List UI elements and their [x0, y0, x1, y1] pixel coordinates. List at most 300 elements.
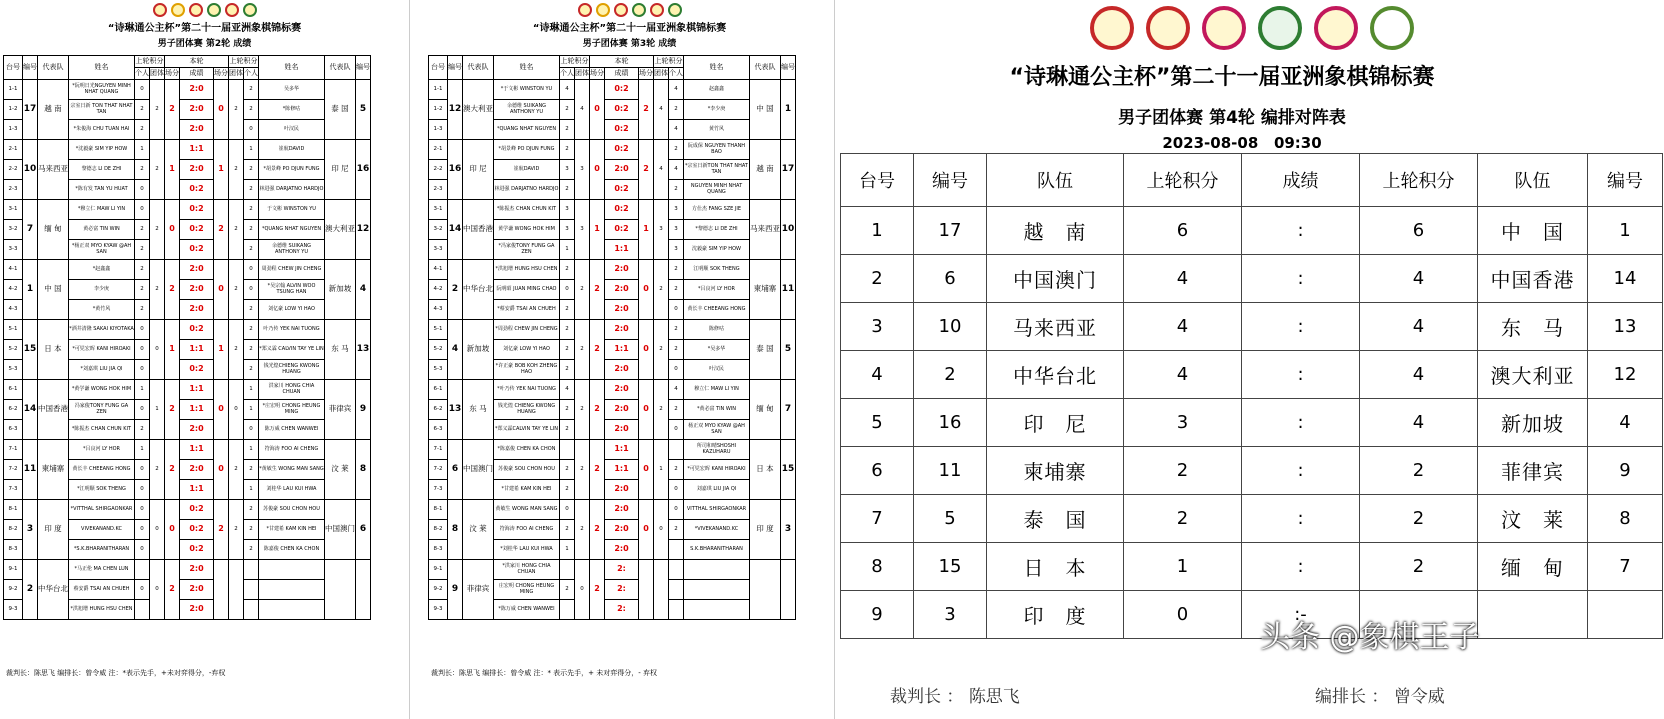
- table-cell: *酒井清隆 SAKAI KIYOTAKA: [69, 320, 135, 340]
- table-cell: 7-1: [4, 440, 23, 460]
- table-cell: [244, 600, 259, 620]
- table-cell: 2: [165, 380, 180, 440]
- round2-subtitle: 男子团体赛 第2轮 成绩: [157, 39, 252, 49]
- column-header: 代表队: [463, 56, 494, 80]
- logo-icon: [578, 3, 592, 17]
- table-cell: 中华台北: [38, 560, 69, 620]
- table-cell: 2: [560, 340, 575, 360]
- table-cell: 7-2: [4, 460, 23, 480]
- table-cell: 6-3: [429, 420, 448, 440]
- table-cell: 黄敏生 WONG MAN SANG: [494, 500, 560, 520]
- table-cell: *陈有发 TAN YU HUAT: [69, 180, 135, 200]
- table-cell: 0:2: [180, 220, 214, 240]
- table-cell: [654, 560, 669, 620]
- column-header: 代表队: [38, 56, 69, 80]
- logo-icon: [596, 3, 610, 17]
- table-cell: 0: [639, 380, 654, 440]
- table-cell: 2: [560, 100, 575, 120]
- table-cell: [244, 580, 259, 600]
- table-cell: 2: [244, 520, 259, 540]
- table-row: [4, 380, 371, 400]
- table-cell: 2: [560, 140, 575, 160]
- table-cell: 1-1: [429, 80, 448, 100]
- column-header: 编号: [1588, 154, 1663, 207]
- table-cell: 2:0: [180, 280, 214, 300]
- table-cell: *黄必富 TIN WIN: [684, 400, 750, 420]
- table-cell: *朱俊海 CHU TUAN HAI: [69, 120, 135, 140]
- table-cell: 8: [841, 543, 914, 591]
- table-cell: 0: [135, 360, 150, 380]
- table-cell: [325, 560, 356, 620]
- table-cell: 2: [654, 380, 669, 440]
- table-cell: *陈振杰 CHAN CHUN KIT: [494, 200, 560, 220]
- table-cell: 9-1: [4, 560, 23, 580]
- table-cell: *黄敏生 WONG MAN SANG: [259, 460, 325, 480]
- table-cell: :: [1242, 255, 1360, 303]
- table-cell: 2: [639, 140, 654, 200]
- table-cell: [560, 600, 575, 620]
- table-cell: 0: [135, 320, 150, 340]
- round3-table: [428, 55, 796, 620]
- logo-icon: [207, 3, 221, 17]
- table-cell: 2: [669, 520, 684, 540]
- table-cell: 柬埔寨: [750, 260, 781, 320]
- column-subheader: 个人: [560, 68, 575, 80]
- table-cell: 印 尼: [463, 140, 494, 200]
- table-cell: *庄宏明 CHONG HEUNG MING: [259, 400, 325, 420]
- table-cell: 2:0: [180, 120, 214, 140]
- team-cell: 柬埔寨: [987, 447, 1124, 495]
- table-cell: *可児宏晖 KANI HIROAKI: [69, 340, 135, 360]
- table-cell: 2: [244, 220, 259, 240]
- table-cell: 陈万威 CHEN WANWEI: [259, 420, 325, 440]
- table-cell: 刘亿豪 LOW YI HAO: [494, 340, 560, 360]
- column-header: 编号: [781, 56, 796, 80]
- table-cell: 2:0: [180, 580, 214, 600]
- table-cell: 2: [244, 160, 259, 180]
- column-header: 台号: [429, 56, 448, 80]
- table-cell: 2: [560, 360, 575, 380]
- table-cell: 14: [23, 380, 38, 440]
- table-cell: *黄学谦 WONG HOK HIM: [69, 380, 135, 400]
- table-cell: 2: [244, 340, 259, 360]
- round2-footer: 裁判长：陈思飞 编排长：曾令威 注：*表示先手，+未对弈得分，-弃权: [6, 669, 226, 677]
- table-cell: 0: [669, 500, 684, 520]
- logo-icon: [171, 3, 185, 17]
- table-cell: 刘桂华 LAU KUI HWA: [259, 480, 325, 500]
- table-cell: 5-3: [4, 360, 23, 380]
- table-cell: 泰 国: [750, 320, 781, 380]
- table-cell: [135, 560, 150, 580]
- table-cell: 5: [914, 495, 987, 543]
- table-cell: 2: [669, 400, 684, 420]
- table-cell: 符海涛 FOO AI CHENG: [494, 520, 560, 540]
- table-cell: *杨正双 MYO KYAW @AH SAN: [69, 240, 135, 260]
- table-cell: 吴多华: [259, 80, 325, 100]
- table-cell: 0: [135, 400, 150, 420]
- table-cell: 4: [1360, 303, 1478, 351]
- round2-table: [3, 55, 371, 620]
- table-cell: 2: [135, 220, 150, 240]
- table-cell: *黄竹风: [69, 300, 135, 320]
- table-cell: 6: [356, 500, 371, 560]
- table-cell: 6: [448, 440, 463, 500]
- table-cell: 苏俊豪 SOU CHON HOU: [259, 500, 325, 520]
- column-header: 台号: [841, 154, 914, 207]
- column-header: 本轮: [165, 56, 229, 68]
- team-cell: 新加坡: [1478, 399, 1588, 447]
- table-cell: 15: [781, 440, 796, 500]
- table-cell: 3: [841, 303, 914, 351]
- table-cell: 4: [560, 80, 575, 100]
- pairing-row: [841, 543, 1663, 591]
- round4-referee: [890, 682, 1020, 707]
- referee-label: 裁判长 ：: [890, 687, 964, 707]
- table-cell: 2:0: [605, 420, 639, 440]
- table-cell: 2: [165, 260, 180, 320]
- table-cell: 冯家俊TONY FUNG GA ZEN: [69, 400, 135, 420]
- column-header: 成绩: [1242, 154, 1360, 207]
- team-cell: 中国澳门: [987, 255, 1124, 303]
- table-cell: 2: [229, 260, 244, 320]
- table-cell: 2:0: [180, 420, 214, 440]
- table-cell: 0:2: [180, 240, 214, 260]
- column-header: 编号: [914, 154, 987, 207]
- table-cell: 2:0: [180, 300, 214, 320]
- table-cell: 2: [244, 460, 259, 480]
- table-cell: 崔航DAVID: [259, 140, 325, 160]
- table-cell: 2:0: [605, 540, 639, 560]
- table-cell: 2: [560, 180, 575, 200]
- table-cell: 5: [356, 80, 371, 140]
- table-cell: 3: [575, 140, 590, 200]
- table-cell: 0: [135, 460, 150, 480]
- table-cell: 柬埔寨: [38, 440, 69, 500]
- table-cell: 2:0: [605, 380, 639, 400]
- table-cell: 2: [135, 280, 150, 300]
- table-cell: 2:0: [605, 520, 639, 540]
- table-cell: 蔡安爵 TSAI AN CHUEH: [69, 580, 135, 600]
- table-cell: 2: [669, 140, 684, 160]
- table-cell: 2: [244, 500, 259, 520]
- table-cell: *洪旭增 HUNG HSU CHEN: [494, 260, 560, 280]
- table-cell: [684, 600, 750, 620]
- table-row: [4, 560, 371, 580]
- table-cell: 4: [356, 260, 371, 320]
- column-header: 编号: [448, 56, 463, 80]
- table-cell: 黄长丰 CHEEANG HONG: [684, 300, 750, 320]
- table-cell: 1: [135, 440, 150, 460]
- table-cell: 3-3: [4, 240, 23, 260]
- table-cell: 0:2: [180, 200, 214, 220]
- column-subheader: 团体: [229, 68, 244, 80]
- column-subheader: 场分: [639, 68, 654, 80]
- table-cell: 1: [654, 440, 669, 500]
- table-cell: [639, 560, 654, 620]
- table-cell: 9: [1588, 447, 1663, 495]
- logo-row: [0, 3, 409, 17]
- table-cell: 4: [1588, 399, 1663, 447]
- pairing-row: [841, 207, 1663, 255]
- table-cell: 2: [135, 260, 150, 280]
- table-row: [4, 320, 371, 340]
- table-cell: 14: [448, 200, 463, 260]
- table-cell: 2: [590, 320, 605, 380]
- column-subheader: 成绩: [605, 68, 639, 80]
- team-cell: [1478, 591, 1588, 639]
- table-cell: 周劲程 CHEW JIN CHENG: [259, 260, 325, 280]
- table-cell: 赵鑫鑫: [684, 80, 750, 100]
- table-cell: 1: [165, 140, 180, 200]
- table-cell: 苏俊豪 SOU CHON HOU: [494, 460, 560, 480]
- table-cell: :: [1242, 207, 1360, 255]
- table-cell: 2: [575, 440, 590, 500]
- round4-table: [840, 153, 1663, 639]
- table-cell: 刘嘉琪 LIU JIA QI: [684, 480, 750, 500]
- table-cell: 8-2: [429, 520, 448, 540]
- table-cell: 2:0: [605, 260, 639, 280]
- table-cell: 2-1: [4, 140, 23, 160]
- table-cell: 2: [590, 440, 605, 500]
- table-cell: 2-3: [429, 180, 448, 200]
- table-cell: 5: [781, 320, 796, 380]
- table-cell: 0: [654, 500, 669, 560]
- table-cell: 4: [560, 380, 575, 400]
- team-cell: 印 度: [987, 591, 1124, 639]
- table-cell: 1: [135, 380, 150, 400]
- pairing-row: [841, 351, 1663, 399]
- logo-icon: [632, 3, 646, 17]
- table-cell: 7-1: [429, 440, 448, 460]
- table-cell: 1: [560, 540, 575, 560]
- table-cell: 8-2: [4, 520, 23, 540]
- table-cell: 符海涛 FOO AI CHENG: [259, 440, 325, 460]
- table-cell: 2: [1360, 495, 1478, 543]
- table-cell: 4: [669, 380, 684, 400]
- table-cell: 16: [356, 140, 371, 200]
- table-cell: 0: [150, 500, 165, 560]
- table-cell: 0: [639, 500, 654, 560]
- table-cell: [356, 560, 371, 620]
- table-cell: 崔航DAVID: [494, 160, 560, 180]
- table-cell: 2: [639, 80, 654, 140]
- table-cell: 4: [1124, 303, 1242, 351]
- table-cell: 穆立仁 MAW LI YIN: [684, 380, 750, 400]
- table-cell: 2: [150, 440, 165, 500]
- table-cell: 方仕杰 FANG SZE JIE: [684, 200, 750, 220]
- table-cell: 1:1: [605, 240, 639, 260]
- table-cell: 4: [448, 320, 463, 380]
- table-cell: 2:0: [605, 500, 639, 520]
- column-header: 上轮积分: [1124, 154, 1242, 207]
- table-cell: 6-2: [4, 400, 23, 420]
- table-cell: 2:0: [180, 460, 214, 480]
- round2-title: “诗琳通公主杯”第二十一届亚洲象棋锦标赛: [107, 23, 302, 34]
- table-cell: 2: [654, 320, 669, 380]
- table-cell: 6: [841, 447, 914, 495]
- table-cell: [1588, 591, 1663, 639]
- table-cell: 9-3: [429, 600, 448, 620]
- column-header: 姓名: [69, 56, 135, 80]
- table-cell: 0: [165, 500, 180, 560]
- table-cell: 叶汉民: [259, 120, 325, 140]
- round3-subtitle: 男子团体赛 第3轮 成绩: [582, 39, 677, 49]
- table-cell: 3-3: [429, 240, 448, 260]
- table-cell: 2: [590, 380, 605, 440]
- table-cell: 1:1: [605, 440, 639, 460]
- team-cell: 汶 莱: [1478, 495, 1588, 543]
- table-cell: 0:2: [605, 220, 639, 240]
- table-cell: 中 国: [38, 260, 69, 320]
- table-cell: 黄竹风: [684, 120, 750, 140]
- table-cell: 中国澳门: [463, 440, 494, 500]
- table-cell: 1: [781, 80, 796, 140]
- table-cell: 2: [244, 320, 259, 340]
- table-cell: 0:2: [180, 540, 214, 560]
- table-cell: 1: [135, 140, 150, 160]
- table-cell: :-: [1242, 591, 1360, 639]
- table-cell: *S.K.BHARANITHARAN: [69, 540, 135, 560]
- logo-row: [840, 6, 1664, 50]
- table-cell: 5-2: [4, 340, 23, 360]
- table-cell: 10: [914, 303, 987, 351]
- table-cell: 0: [639, 260, 654, 320]
- table-cell: 3-1: [4, 200, 23, 220]
- table-cell: *宗室日新TON THAT NHAT TAN: [684, 160, 750, 180]
- table-cell: 2:0: [605, 320, 639, 340]
- table-cell: 0: [150, 560, 165, 620]
- crest-logo-icon: [1370, 6, 1414, 50]
- table-cell: 16: [448, 140, 463, 200]
- table-cell: 5: [841, 399, 914, 447]
- table-cell: :: [1242, 303, 1360, 351]
- table-cell: 0: [669, 420, 684, 440]
- table-cell: 0: [244, 260, 259, 280]
- table-cell: 2:0: [605, 160, 639, 180]
- table-cell: 0: [135, 580, 150, 600]
- table-cell: 李少庚: [69, 280, 135, 300]
- table-cell: 2: [229, 80, 244, 140]
- table-cell: 17: [914, 207, 987, 255]
- table-cell: 2:0: [180, 260, 214, 280]
- table-cell: 0: [135, 340, 150, 360]
- table-cell: 5-1: [429, 320, 448, 340]
- table-cell: 7-3: [4, 480, 23, 500]
- table-cell: 2: [914, 351, 987, 399]
- round4-sheet: [840, 0, 1664, 719]
- table-cell: 12: [1588, 351, 1663, 399]
- logo-icon: [614, 3, 628, 17]
- table-cell: 3: [1124, 399, 1242, 447]
- table-cell: 2: [669, 460, 684, 480]
- table-cell: 6: [1124, 207, 1242, 255]
- table-row: [429, 260, 796, 280]
- table-cell: 8: [448, 500, 463, 560]
- table-cell: 2:0: [605, 400, 639, 420]
- table-cell: 4: [841, 351, 914, 399]
- table-cell: 0:2: [180, 180, 214, 200]
- table-cell: 澳大利亚: [325, 200, 356, 260]
- table-cell: 2: [244, 200, 259, 220]
- table-cell: 2: [669, 340, 684, 360]
- table-cell: VIVEKANAND.KC: [69, 520, 135, 540]
- table-row: [429, 440, 796, 460]
- table-cell: *于文彬 WINSTON YU: [494, 80, 560, 100]
- table-cell: *吕良河 LY HOR: [69, 440, 135, 460]
- table-cell: 2: [560, 480, 575, 500]
- table-cell: 3-2: [4, 220, 23, 240]
- table-cell: 9-2: [429, 580, 448, 600]
- table-cell: 2: [669, 260, 684, 280]
- table-cell: 12: [448, 80, 463, 140]
- table-cell: 2-1: [429, 140, 448, 160]
- table-cell: 2: [448, 260, 463, 320]
- table-cell: 1: [841, 207, 914, 255]
- table-cell: 0: [135, 480, 150, 500]
- table-cell: 新加坡: [325, 260, 356, 320]
- table-cell: 0:2: [180, 520, 214, 540]
- table-cell: 黎德志 LI DE ZHI: [69, 160, 135, 180]
- table-cell: 4: [1360, 351, 1478, 399]
- table-cell: 0: [150, 320, 165, 380]
- table-cell: 2: [244, 540, 259, 560]
- table-cell: 1-1: [4, 80, 23, 100]
- table-cell: 0: [560, 500, 575, 520]
- table-row: [4, 500, 371, 520]
- table-cell: 1: [1588, 207, 1663, 255]
- table-cell: 9-1: [429, 560, 448, 580]
- table-cell: 7-2: [429, 460, 448, 480]
- table-cell: *江明顺 SOK THENG: [69, 480, 135, 500]
- table-cell: 2:0: [605, 300, 639, 320]
- table-row: [429, 80, 796, 100]
- round4-title: “诗琳通公主杯”第二十一届亚洲象棋锦标赛: [1009, 65, 1435, 90]
- table-cell: VITTHAL SHIRGAONKAR: [684, 500, 750, 520]
- table-cell: 所司和晴SHOSHI KAZUHARU: [684, 440, 750, 460]
- table-cell: 9-2: [4, 580, 23, 600]
- table-cell: 8-1: [4, 500, 23, 520]
- table-cell: 0: [575, 560, 590, 620]
- table-cell: 2: [229, 500, 244, 560]
- table-cell: 1: [244, 140, 259, 160]
- team-cell: 菲律宾: [1478, 447, 1588, 495]
- column-header: 队伍: [987, 154, 1124, 207]
- column-subheader: 个人: [135, 68, 150, 80]
- table-cell: 泰 国: [325, 80, 356, 140]
- table-cell: 1:1: [180, 140, 214, 160]
- team-cell: 中国香港: [1478, 255, 1588, 303]
- team-cell: 东 马: [1478, 303, 1588, 351]
- team-cell: 缅 甸: [1478, 543, 1588, 591]
- table-cell: 4-2: [429, 280, 448, 300]
- table-cell: 3: [914, 591, 987, 639]
- federation-logo-icon: [1090, 6, 1134, 50]
- table-cell: [560, 440, 575, 460]
- table-cell: 2:0: [180, 600, 214, 620]
- table-row: [4, 80, 371, 100]
- table-cell: [214, 560, 229, 620]
- table-cell: 1:1: [180, 380, 214, 400]
- table-cell: 缅 甸: [750, 380, 781, 440]
- table-cell: 2: [575, 500, 590, 560]
- table-cell: 2: [135, 300, 150, 320]
- table-cell: 1: [244, 400, 259, 420]
- table-cell: 2: [560, 580, 575, 600]
- column-subheader: 个人: [244, 68, 259, 80]
- table-cell: 3: [560, 160, 575, 180]
- table-cell: 4: [1124, 351, 1242, 399]
- table-cell: 0: [639, 440, 654, 500]
